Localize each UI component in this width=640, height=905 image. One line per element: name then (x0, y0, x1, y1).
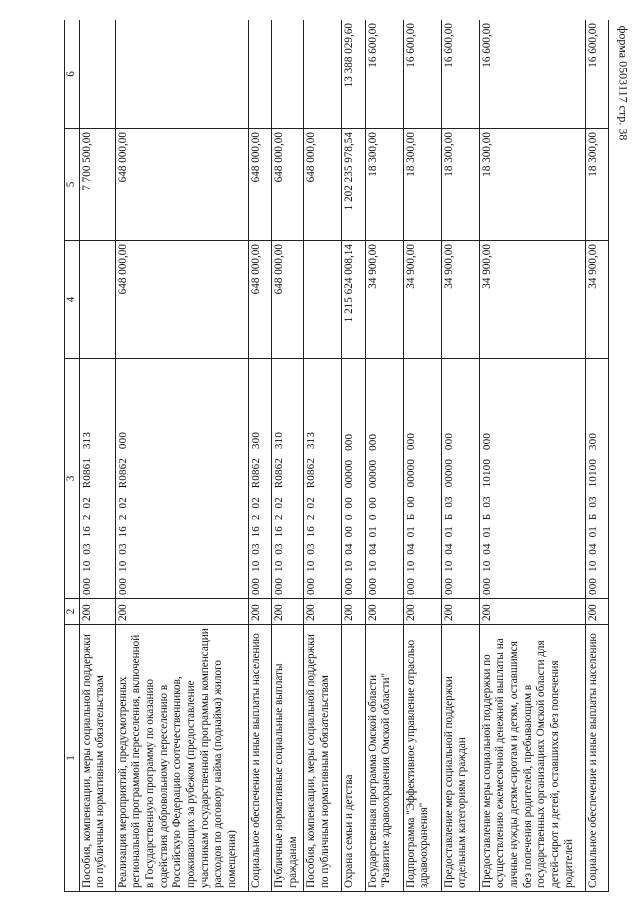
row-unexecuted: 16 600,00 (365, 20, 403, 129)
column-header: 2 (65, 599, 80, 625)
row-approved: 648 000,00 (272, 241, 304, 359)
row-approved: 34 900,00 (585, 241, 608, 359)
row-budget-code: 000 10 04 01 Б 00 00000 000 (403, 359, 441, 599)
row-approved: 34 900,00 (441, 241, 479, 359)
column-header: 3 (65, 359, 80, 599)
row-approved: 1 215 624 008,14 (342, 241, 365, 359)
row-line-code: 200 (479, 599, 585, 625)
report-page (64, 20, 609, 892)
row-executed: 648 000,00 (248, 129, 271, 241)
table-row (342, 20, 365, 892)
row-executed: 1 202 235 978,54 (342, 129, 365, 241)
row-budget-code: 000 10 04 01 Б 03 10100 300 (585, 359, 608, 599)
row-name: Публичные нормативные социальные выплаты гражданам (272, 625, 304, 892)
row-executed: 18 300,00 (441, 129, 479, 241)
column-header: 4 (65, 241, 80, 359)
column-header: 5 (65, 129, 80, 241)
row-budget-code: 000 10 03 16 2 02 R0862 310 (272, 359, 304, 599)
row-unexecuted: 16 600,00 (479, 20, 585, 129)
row-budget-code: 000 10 04 01 0 00 00000 000 (365, 359, 403, 599)
row-executed: 18 300,00 (479, 129, 585, 241)
table-row (403, 20, 441, 892)
row-name: Социальное обеспечение и иные выплаты населению (585, 625, 608, 892)
table-row (248, 20, 271, 892)
row-line-code: 200 (304, 599, 342, 625)
row-name: Реализация мероприятий, предусмотренных региональной программой переселения, включенной в Государственную программу по оказанию содействия добровольному переселению в Российскую Федерацию соотечественников, проживающих за рубежом (предоставление участникам государственной программы компенсации расходов по договору найма (поднайма) жилого помещения) (115, 625, 248, 892)
row-line-code: 200 (272, 599, 304, 625)
row-line-code: 200 (79, 599, 115, 625)
row-budget-code: 000 10 04 01 Б 03 10100 000 (479, 359, 585, 599)
table-row (365, 20, 403, 892)
row-unexecuted (304, 20, 342, 129)
table-row (115, 20, 248, 892)
row-line-code: 200 (115, 599, 248, 625)
row-line-code: 200 (585, 599, 608, 625)
row-budget-code: 000 10 04 01 Б 03 00000 000 (441, 359, 479, 599)
row-approved (79, 241, 115, 359)
form-label-text: форма 0503117 стр. 38 (616, 25, 631, 141)
table-row (304, 20, 342, 892)
row-name: Государственная программа Омской области "Развитие здравоохранения Омской области" (365, 625, 403, 892)
row-executed: 18 300,00 (365, 129, 403, 241)
row-line-code: 200 (342, 599, 365, 625)
row-name: Предоставление меры социальной поддержки по осуществлению ежемесячной денежной выплаты на личные нужды детям-сиротам и детям, оставшимся без попечения родителей, пребывающим в государственных организациях Омской области для детей-сирот и детей, оставшихся без попечения родителей (479, 625, 585, 892)
row-unexecuted (272, 20, 304, 129)
table-header-row (65, 20, 80, 892)
row-line-code: 200 (403, 599, 441, 625)
row-budget-code: 000 10 03 16 2 02 R0862 300 (248, 359, 271, 599)
row-approved: 648 000,00 (248, 241, 271, 359)
row-budget-code: 000 10 03 16 2 02 R0861 313 (79, 359, 115, 599)
row-budget-code: 000 10 04 00 0 00 00000 000 (342, 359, 365, 599)
row-name: Предоставление мер социальной поддержки отдельным категориям граждан (441, 625, 479, 892)
table-row (479, 20, 585, 892)
column-header: 6 (65, 20, 80, 129)
row-name: Пособия, компенсации, меры социальной поддержки по публичным нормативным обязательствам (304, 625, 342, 892)
row-unexecuted (248, 20, 271, 129)
rotated-table-container (64, 20, 609, 892)
table-row (441, 20, 479, 892)
row-approved: 648 000,00 (115, 241, 248, 359)
row-executed: 18 300,00 (403, 129, 441, 241)
row-executed: 648 000,00 (115, 129, 248, 241)
row-line-code: 200 (248, 599, 271, 625)
row-unexecuted (115, 20, 248, 129)
row-unexecuted: 13 388 029,60 (342, 20, 365, 129)
table-row (79, 20, 115, 892)
column-header: 1 (65, 625, 80, 892)
row-unexecuted: 16 600,00 (403, 20, 441, 129)
row-unexecuted: 16 600,00 (441, 20, 479, 129)
row-line-code: 200 (441, 599, 479, 625)
row-name: Социальное обеспечение и иные выплаты населению (248, 625, 271, 892)
table-row (272, 20, 304, 892)
form-label (612, 8, 634, 158)
row-unexecuted (79, 20, 115, 129)
row-executed: 18 300,00 (585, 129, 608, 241)
row-budget-code: 000 10 03 16 2 02 R0862 313 (304, 359, 342, 599)
row-executed: 7 700 500,00 (79, 129, 115, 241)
row-unexecuted: 16 600,00 (585, 20, 608, 129)
row-line-code: 200 (365, 599, 403, 625)
row-budget-code: 000 10 03 16 2 02 R0862 000 (115, 359, 248, 599)
row-approved: 34 900,00 (403, 241, 441, 359)
row-name: Охрана семьи и детства (342, 625, 365, 892)
row-approved: 34 900,00 (365, 241, 403, 359)
row-approved (304, 241, 342, 359)
row-approved: 34 900,00 (479, 241, 585, 359)
expenditure-table (64, 20, 609, 892)
row-name: Подпрограмма "Эффективное управление отраслью здравоохранения" (403, 625, 441, 892)
row-name: Пособия, компенсации, меры социальной поддержки по публичным нормативным обязательствам (79, 625, 115, 892)
table-row (585, 20, 608, 892)
row-executed: 648 000,00 (272, 129, 304, 241)
row-executed: 648 000,00 (304, 129, 342, 241)
